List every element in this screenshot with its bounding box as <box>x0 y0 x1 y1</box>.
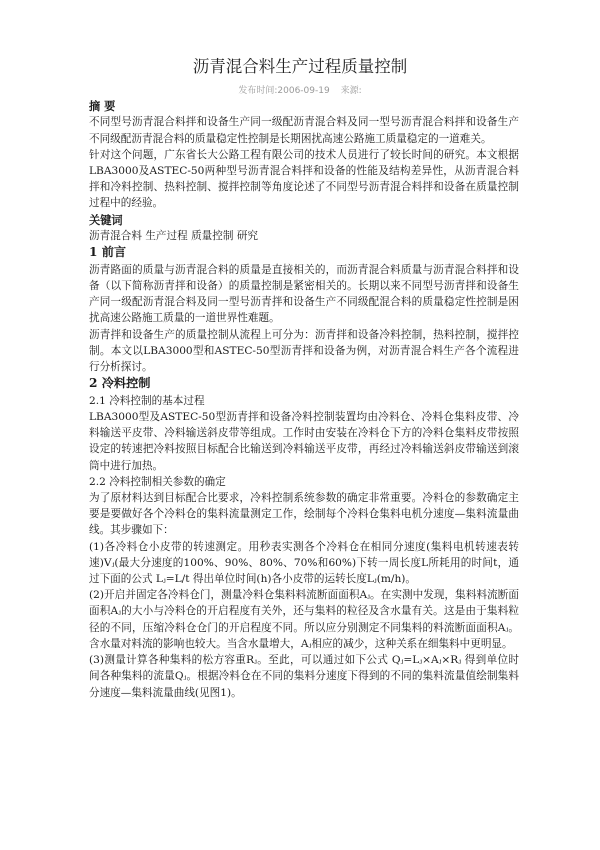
section-1-heading: 1 前言 <box>89 245 127 260</box>
keywords-text: 沥青混合料 生产过程 质量控制 研究 <box>89 230 259 243</box>
step-3-paragraph: (3)测量计算各种集料的松方容重Rⱼ。至此，可以通过如下公式 Qⱼ=Lⱼ×Aⱼ×Rⱼ 得到单位时间各种集料的流量Qⱼ。根据冷料仓在不同的集料分速度下得到的不同的集料流量值绘制集料分速度—集料流量曲线(见图1)。 <box>89 654 519 699</box>
article-meta <box>0 83 600 96</box>
step-2-paragraph: (2)开启并固定各冷料仓门，测量冷料仓集料料流断面面积Aⱼ。在实测中发现，集料料流断面面积Aⱼ的大小与冷料仓的开启程度有关外，还与集料的粒径及含水量有关。这是由于集料粒径的不同，压缩冷料仓仓门的开启程度不同。所以应分别测定不同集料的料流断面面积Aⱼ。含水量对料流的影响也较大。当含水量增大，Aⱼ相应的减少，这种关系在细集料中更明显。 <box>89 589 519 650</box>
section-2-paragraph-1: LBA3000型及ASTEC-50型沥青拌和设备冷料控制装置均由冷料仓、冷料仓集料皮带、冷料输送平皮带、冷料输送斜皮带等组成。工作时由安装在冷料仓下方的冷料仓集料皮带按照设定的转速把冷料按照目标配合比输送到冷料输送平皮带，再经过冷料输送斜皮带输送到滚筒中进行加热。 <box>89 411 519 472</box>
subsection-2-1-heading: 2.1 冷料控制的基本过程 <box>89 394 205 407</box>
step-1-paragraph: (1)各冷料仓小皮带的转速测定。用秒表实测各个冷料仓在相同分速度(集料电机转速表转速)Vⱼ(最大分速度的100%、90%、80%、70%和60%)下转一周长度L所耗用的时间t，通过下面的公式 Lⱼ=L/t 得出单位时间(h)各小皮带的运转长度Lⱼ(m/h)。 <box>89 540 519 586</box>
source-label: 来源: <box>340 86 362 96</box>
article-body <box>89 98 519 701</box>
publish-time: 发布时间:2006-09-19 <box>238 86 330 96</box>
subsection-2-2-heading: 2.2 冷料控制相关参数的确定 <box>89 475 226 488</box>
section-1-paragraph-1: 沥青路面的质量与沥青混合料的质量是直接相关的，而沥青混合料质量与沥青混合料拌和设备（以下简称沥青拌和设备）的质量控制是紧密相关的。长期以来不同型号沥青拌和设备生产同一级配沥青混合料及同一型号沥青拌和设备生产不同级配混合料的质量稳定性控制是困扰高速公路施工质量的一道世界性难题。 <box>89 263 519 325</box>
keywords-heading: 关键词 <box>89 212 123 227</box>
abstract-paragraph-1: 不同型号沥青混合料拌和设备生产同一级配沥青混合料及同一型号沥青混合料拌和设备生产不同级配沥青混合料的质量稳定性控制是长期困扰高速公路施工质量稳定的一道难关。 <box>89 116 519 145</box>
article-title: 沥青混合料生产过程质量控制 <box>192 57 408 76</box>
section-2-paragraph-2: 为了原材料达到目标配合比要求，冷料控制系统参数的确定非常重要。冷料仓的参数确定主要是要做好各个冷料仓的集料流量测定工作，绘制每个冷料仓集料电机分速度—集料流量曲线。其步骤如下： <box>89 492 519 537</box>
abstract-paragraph-2: 针对这个问题，广东省长大公路工程有限公司的技术人员进行了较长时间的研究。本文根据LBA3000及ASTEC-50两种型号沥青混合料拌和设备的性能及结构差异性，从沥青混合料拌和冷料控制、热料控制、搅拌控制等角度论述了不同型号沥青混合料拌和设备在质量控制过程中的经验。 <box>89 148 519 210</box>
abstract-heading: 摘 要 <box>89 99 116 113</box>
section-1-paragraph-2: 沥青拌和设备生产的质量控制从流程上可分为：沥青拌和设备冷料控制，热料控制，搅拌控制。本文以LBA3000型和ASTEC-50型沥青拌和设备为例，对沥青混合料生产各个流程进行分析探讨。 <box>89 328 519 374</box>
section-2-heading: 2 冷料控制 <box>89 376 151 391</box>
